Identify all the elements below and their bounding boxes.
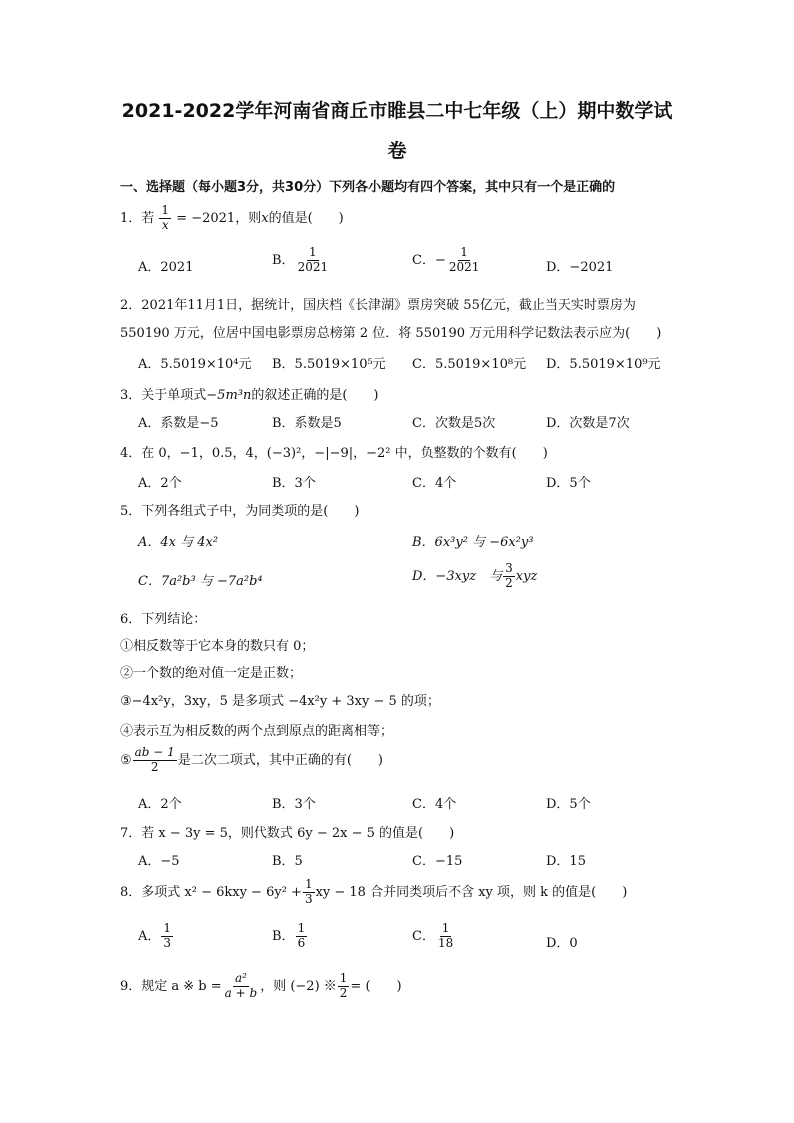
- q3-option-b[interactable]: B．系数是5: [272, 416, 342, 431]
- page-title-continued: 卷: [387, 140, 407, 162]
- q1-option-b[interactable]: B． $\frac{1}{2021}$: [272, 245, 329, 274]
- question-7: 7．若 x − 3y = 5，则代数式 6y − 2x − 5 的值是( ): [120, 826, 455, 841]
- q8-option-c[interactable]: C． $\frac{1}{18}$: [412, 921, 454, 950]
- q6-option-a[interactable]: A．2个: [138, 797, 182, 812]
- q1-option-d[interactable]: D．−2021: [546, 260, 614, 275]
- q2-option-a[interactable]: A．5.5019×10⁴元: [138, 357, 252, 372]
- q1-equation: = −2021，则: [176, 210, 262, 226]
- q8-option-d[interactable]: D．0: [546, 936, 578, 951]
- q3-option-c[interactable]: C．次数是5次: [412, 416, 496, 431]
- q3-option-a[interactable]: A．系数是−5: [138, 416, 219, 431]
- q5-option-c[interactable]: C．7a²b³ 与 −7a²b⁴: [138, 574, 263, 589]
- section-header: 一、选择题（每小题3分，共30分）下列各小题均有四个答案，其中只有一个是正确的: [120, 180, 616, 195]
- question-5: 5．下列各组式子中，为同类项的是( ): [120, 504, 360, 519]
- q5-option-b[interactable]: B．6x³y² 与 −6x²y³: [412, 535, 534, 550]
- q6-statement-1: ①相反数等于它本身的数只有 0；: [120, 639, 315, 654]
- q6-option-c[interactable]: C．4个: [412, 797, 457, 812]
- q2-option-c[interactable]: C．5.5019×10⁸元: [412, 357, 527, 372]
- q1-option-c[interactable]: C．− $\frac{1}{2021}$: [412, 245, 480, 274]
- q3-option-d[interactable]: D．次数是7次: [546, 416, 630, 431]
- q6-option-b[interactable]: B．3个: [272, 797, 316, 812]
- question-6: 6．下列结论：: [120, 612, 207, 627]
- q5-option-d[interactable]: D．−3xyz 与 $\frac{3}{2}$ xyz: [412, 561, 538, 590]
- q4-option-d[interactable]: D．5个: [546, 476, 591, 491]
- q1-option-a[interactable]: A．2021: [138, 260, 194, 275]
- q5-option-a[interactable]: A．4x 与 4x²: [138, 535, 219, 550]
- q7-option-d[interactable]: D．15: [546, 854, 586, 869]
- q1-tail: 的值是( ): [268, 210, 344, 226]
- q1-var: x: [261, 210, 269, 226]
- q4-option-a[interactable]: A．2个: [138, 476, 182, 491]
- q6-statement-2: ②一个数的绝对值一定是正数；: [120, 666, 303, 681]
- q2-option-d[interactable]: D．5.5019×10⁹元: [546, 357, 661, 372]
- q7-option-b[interactable]: B．5: [272, 854, 303, 869]
- q2-line1: 2．2021年11月1日，据统计，国庆档《长津湖》票房突破 55亿元，截止当天实时票房为: [120, 298, 636, 313]
- q2-line2: 550190 万元，位居中国电影票房总榜第 2 位．将 550190 万元用科学记数法表示应为( ): [120, 326, 662, 341]
- q6-statement-4: ④表示互为相反数的两个点到原点的距离相等；: [120, 724, 394, 739]
- q1-fraction: $\frac{1}{x}$: [161, 203, 170, 232]
- q4-option-c[interactable]: C．4个: [412, 476, 457, 491]
- q2-option-b[interactable]: B．5.5019×10⁵元: [272, 357, 386, 372]
- q4-option-b[interactable]: B．3个: [272, 476, 316, 491]
- question-8: 8．多项式 x² − 6kxy − 6y² + $\frac{1}{3}$ xy − 18 合并同类项后不含 xy 项，则 k 的值是( ): [120, 877, 628, 906]
- q7-option-c[interactable]: C．−15: [412, 854, 463, 869]
- q7-option-a[interactable]: A．−5: [138, 854, 180, 869]
- q3-monomial: −5m³n: [206, 388, 252, 403]
- question-1: [120, 204, 344, 233]
- q8-option-a[interactable]: A． $\frac{1}{3}$: [138, 921, 172, 950]
- q6-statement-3: ③−4x²y，3xy，5 是多项式 −4x²y + 3xy − 5 的项；: [120, 694, 440, 709]
- q6-statement-5: ⑤ $\frac{ab - 1}{2}$ 是二次二项式，其中正确的有( ): [120, 745, 383, 774]
- q6-option-d[interactable]: D．5个: [546, 797, 591, 812]
- question-9: 9．规定 a ※ b = $\frac{\text{a²}}{a + b}$ ，则 (−2) ※ $\frac{1}{2}$ = ( ): [120, 971, 402, 1000]
- question-4: 4．在 0，−1，0.5，4，(−3)²，−|−9|，−2² 中，负整数的个数有( ): [120, 446, 548, 461]
- page-title: 2021-2022学年河南省商丘市睢县二中七年级（上）期中数学试: [121, 100, 673, 122]
- q1-number: 1．若: [120, 210, 155, 226]
- question-3: 3．关于单项式−5m³n的叙述正确的是( ): [120, 388, 379, 403]
- q8-option-b[interactable]: B． $\frac{1}{6}$: [272, 921, 306, 950]
